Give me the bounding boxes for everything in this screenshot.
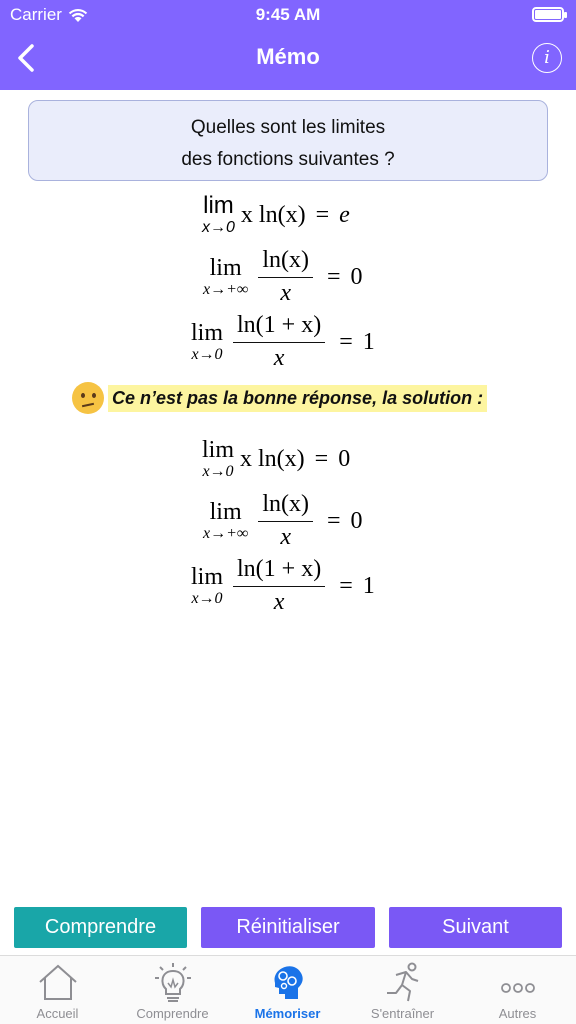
home-icon [37, 961, 79, 1003]
lightbulb-icon [152, 961, 194, 1003]
limit-operator: lim x→0 [202, 437, 235, 480]
navigation-bar [0, 0, 576, 90]
solution-formula-1: lim x→0 x ln(x) = 0 [202, 437, 351, 480]
thinking-face-icon [72, 382, 104, 414]
tab-autres[interactable] [460, 956, 575, 1024]
runner-icon [382, 961, 424, 1003]
limit-operator: lim x→0 [191, 564, 224, 607]
solution-formula-3: lim x→0 $\frac{\ln(1 + x)}{x}$ = 1 [191, 556, 375, 615]
tab-label: Accueil [36, 1006, 79, 1021]
question-box [28, 100, 548, 181]
formula-fraction: $\frac{\ln(1 + x)}{x}$ [233, 555, 325, 617]
formula-fraction: $\frac{\ln(x)}{x}$ [258, 490, 313, 552]
reset-button[interactable]: Réinitialiser [201, 907, 375, 948]
formula-result: 1 [362, 328, 375, 355]
status-time: 9:45 AM [255, 5, 321, 24]
feedback-message [72, 381, 487, 415]
tab-memoriser[interactable] [230, 956, 345, 1024]
formula-expression: x ln(x) [240, 201, 306, 228]
tab-label: Mémoriser [254, 1006, 321, 1021]
limit-operator: lim x→+∞ [203, 499, 249, 542]
feedback-text: Ce n’est pas la bonne réponse, la solution : [108, 385, 487, 412]
brain-icon [267, 961, 309, 1003]
formula-result: e [339, 201, 350, 228]
limit-operator: lim x→0 [191, 320, 224, 363]
tab-comprendre[interactable] [115, 956, 230, 1024]
carrier-label: Carrier [10, 5, 62, 24]
question-line-2: des fonctions suivantes ? [181, 149, 395, 170]
tab-accueil[interactable] [0, 956, 115, 1024]
tab-label: Autres [498, 1006, 537, 1021]
next-button[interactable]: Suivant [389, 907, 562, 948]
tab-label: Comprendre [136, 1006, 209, 1021]
status-bar [0, 0, 576, 30]
formula-result: 0 [350, 507, 363, 534]
limit-operator: lim x→+∞ [203, 255, 249, 298]
answer-formula-3: lim x→0 $\frac{\ln(1 + x)}{x}$ = 1 [191, 312, 375, 371]
formula-expression: x ln(x) [240, 445, 305, 472]
formula-result: 1 [362, 572, 375, 599]
battery-icon [532, 7, 564, 22]
limit-operator: lim x→0 [202, 192, 235, 236]
formula-fraction: $\frac{\ln(x)}{x}$ [258, 246, 313, 308]
tab-label: S'entraîner [370, 1006, 435, 1021]
answer-formula-1: lim x→0 x ln(x) = e [202, 192, 350, 236]
formula-result: 0 [338, 445, 351, 472]
comprendre-button[interactable]: Comprendre [14, 907, 187, 948]
answer-formula-2: lim x→+∞ $\frac{\ln(x)}{x}$ = 0 [203, 247, 363, 306]
page-title: Mémo [256, 44, 320, 69]
tab-bar [0, 955, 576, 1024]
formula-fraction: $\frac{\ln(1 + x)}{x}$ [233, 311, 325, 373]
tab-sentrainer[interactable] [345, 956, 460, 1024]
formula-result: 0 [350, 263, 363, 290]
more-icon [497, 961, 539, 1003]
solution-formula-2: lim x→+∞ $\frac{\ln(x)}{x}$ = 0 [203, 491, 363, 550]
info-button[interactable]: i [532, 43, 562, 73]
question-line-1: Quelles sont les limites [190, 117, 386, 138]
